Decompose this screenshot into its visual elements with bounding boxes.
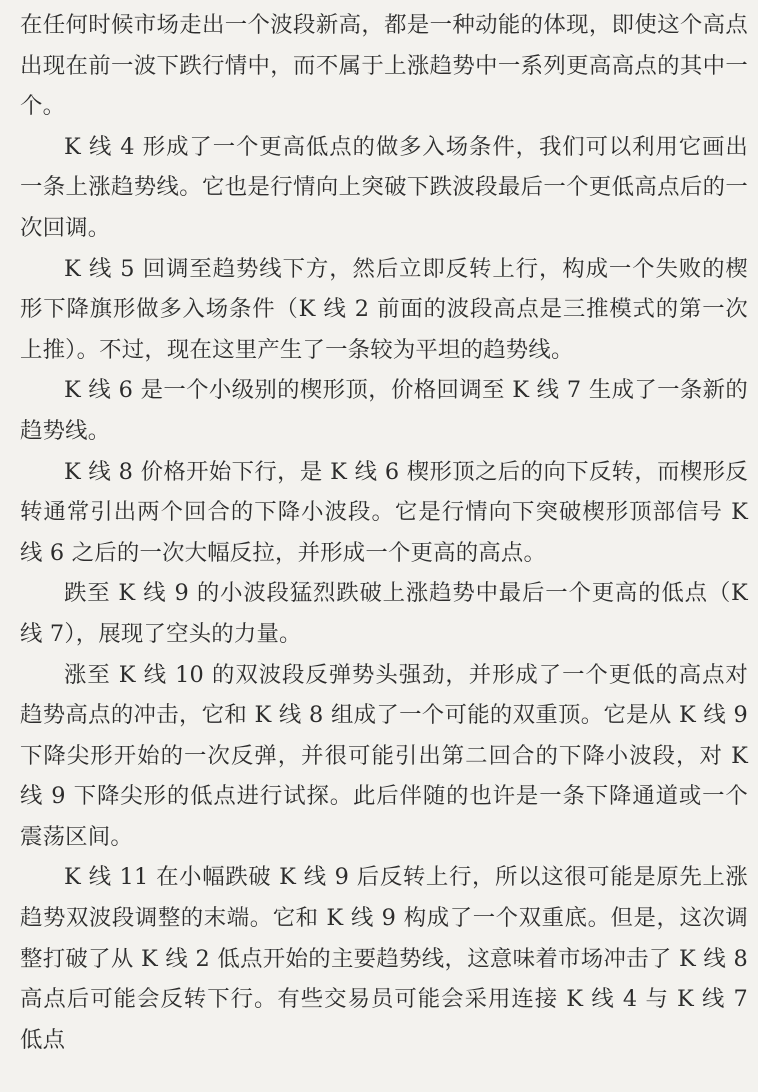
paragraph-4: K 线 6 是一个小级别的楔形顶，价格回调至 K 线 7 生成了一条新的趋势线。	[20, 377, 748, 444]
paragraph-7: 涨至 K 线 10 的双波段反弹势头强劲，并形成了一个更低的高点对趋势高点的冲击，它和 K 线 8 组成了一个可能的双重顶。它是从 K 线 9 下降尖形开始的一次反弹，并很可能引出第二回合的下降小波段，对 K 线 9 下降尖形的低点进行试探。此后伴随的也许是一条下降通道或一个震荡区间。	[20, 661, 748, 850]
paragraph-1: 在任何时候市场走出一个波段新高，都是一种动能的体现，即使这个高点出现在前一波下跌行情中，而不属于上涨趋势中一系列更高高点的其中一个。	[20, 12, 748, 120]
paragraph-3: K 线 5 回调至趋势线下方，然后立即反转上行，构成一个失败的楔形下降旗形做多入场条件（K 线 2 前面的波段高点是三推模式的第一次上推）。不过，现在这里产生了一条较为平坦的趋势线。	[20, 255, 748, 363]
paragraph-5: K 线 8 价格开始下行，是 K 线 6 楔形顶之后的向下反转，而楔形反转通常引出两个回合的下降小波段。它是行情向下突破楔形顶部信号 K 线 6 之后的一次大幅反拉，并形成一个更高的高点。	[20, 458, 748, 566]
paragraph-2: K 线 4 形成了一个更高低点的做多入场条件，我们可以利用它画出一条上涨趋势线。它也是行情向上突破下跌波段最后一个更低高点后的一次回调。	[20, 133, 748, 241]
body-text	[20, 5, 748, 1060]
paragraph-6: 跌至 K 线 9 的小波段猛烈跌破上涨趋势中最后一个更高的低点（K 线 7），展现了空头的力量。	[20, 580, 748, 647]
paragraph-8: K 线 11 在小幅跌破 K 线 9 后反转上行，所以这很可能是原先上涨趋势双波段调整的末端。它和 K 线 9 构成了一个双重底。但是，这次调整打破了从 K 线 2 低点开始的主要趋势线，这意味着市场冲击了 K 线 8 高点后可能会反转下行。有些交易员可能会采用连接 K 线 4 与 K 线 7 低点	[20, 864, 748, 1053]
